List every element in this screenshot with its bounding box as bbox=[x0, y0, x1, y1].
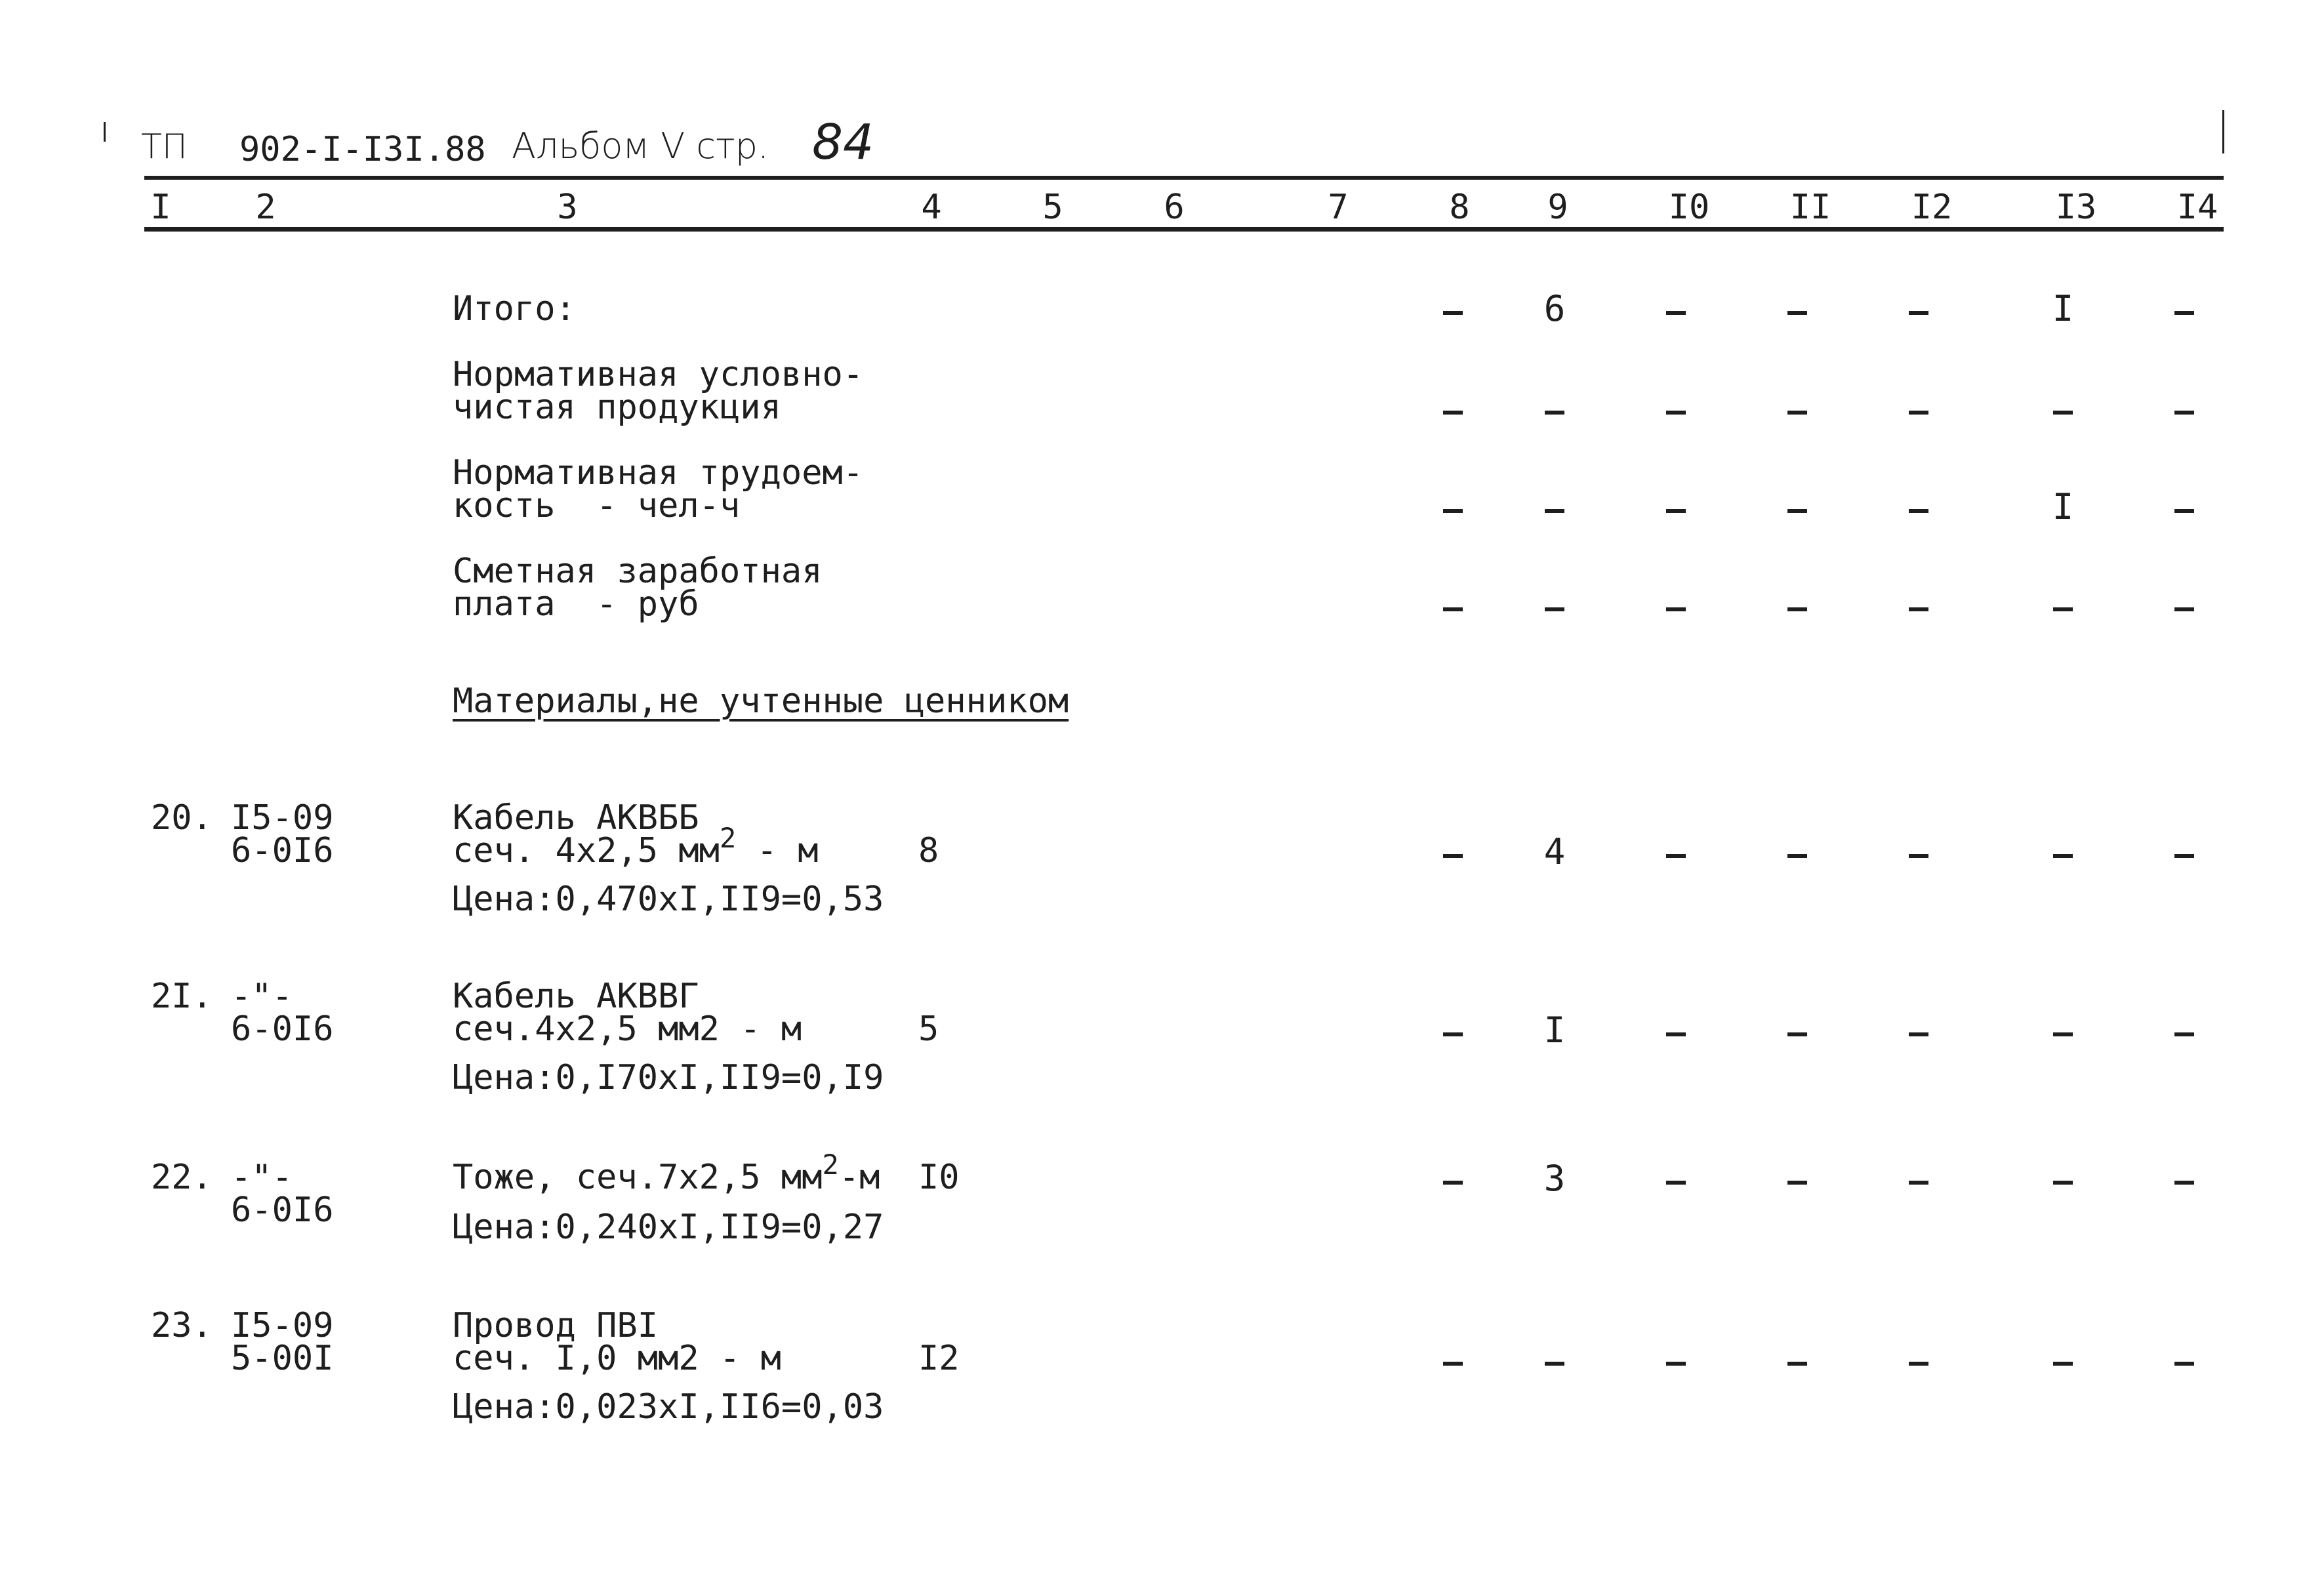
empty-value-dash bbox=[1443, 1362, 1463, 1366]
empty-value-dash bbox=[1909, 854, 1928, 858]
value-cell: 3 bbox=[1543, 1158, 1566, 1199]
empty-value-dash bbox=[1787, 1181, 1807, 1185]
summary-label-line: кость - чел-ч bbox=[453, 486, 741, 525]
empty-value-dash bbox=[1787, 311, 1807, 315]
item-section: сеч. 4x2,5 $мм^2$ - м bbox=[453, 822, 819, 870]
summary-label-line: Нормативная условно- bbox=[453, 355, 864, 394]
column-header: 5 bbox=[1042, 188, 1063, 227]
empty-value-dash bbox=[2174, 854, 2194, 858]
summary-total-label: Итого: bbox=[453, 289, 576, 329]
summary-label-line: чистая продукция bbox=[453, 388, 781, 427]
column-header: I4 bbox=[2176, 188, 2218, 227]
empty-value-dash bbox=[1909, 1032, 1928, 1036]
empty-value-dash bbox=[1909, 1181, 1928, 1185]
column-header: 7 bbox=[1328, 188, 1349, 227]
item-price: Цена:0,470xI,II9=0,53 bbox=[453, 880, 884, 919]
empty-value-dash bbox=[1787, 1362, 1807, 1366]
empty-value-dash bbox=[1443, 1032, 1463, 1036]
summary-label-line: Нормативная трудоем- bbox=[453, 453, 864, 493]
empty-value-dash bbox=[2174, 1362, 2194, 1366]
item-code: -"- bbox=[231, 1158, 293, 1197]
empty-value-dash bbox=[2174, 1181, 2194, 1185]
item-name: Провод ПВI bbox=[453, 1306, 659, 1345]
summary-label-line: Сметная заработная bbox=[453, 552, 823, 591]
empty-value-dash bbox=[1787, 1032, 1807, 1036]
summary-label-line: плата - руб bbox=[453, 584, 699, 624]
item-quantity: 8 bbox=[918, 831, 939, 870]
item-code: -"- bbox=[231, 977, 293, 1016]
empty-value-dash bbox=[1666, 509, 1686, 513]
empty-value-dash bbox=[1666, 1181, 1686, 1185]
value-cell: 4 bbox=[1543, 831, 1566, 872]
empty-value-dash bbox=[1545, 1362, 1564, 1366]
empty-value-dash bbox=[1787, 607, 1807, 611]
empty-value-dash bbox=[2053, 1181, 2073, 1185]
item-code: I5-09 bbox=[231, 798, 334, 838]
column-header: 8 bbox=[1449, 188, 1470, 227]
column-header: I0 bbox=[1668, 188, 1710, 227]
item-section: сеч.4x2,5 мм2 - м bbox=[453, 1009, 802, 1049]
empty-value-dash bbox=[1545, 509, 1564, 513]
item-name: Кабель АКВВГ bbox=[453, 977, 699, 1016]
empty-value-dash bbox=[1666, 854, 1686, 858]
empty-value-dash bbox=[2053, 607, 2073, 611]
column-header: I3 bbox=[2055, 188, 2097, 227]
empty-value-dash bbox=[1443, 607, 1463, 611]
empty-value-dash bbox=[1443, 1181, 1463, 1185]
item-code: 6-0I6 bbox=[231, 831, 334, 870]
item-number: 23. bbox=[151, 1306, 213, 1345]
page-number: 84 bbox=[812, 114, 874, 171]
empty-value-dash bbox=[1666, 1032, 1686, 1036]
item-code: 6-0I6 bbox=[231, 1009, 334, 1049]
item-price: Цена:0,I70xI,II9=0,I9 bbox=[453, 1058, 884, 1097]
item-number: 2I. bbox=[151, 977, 213, 1016]
column-header: 6 bbox=[1164, 188, 1185, 227]
empty-value-dash bbox=[1909, 607, 1928, 611]
column-header: 4 bbox=[921, 188, 942, 227]
item-number: 20. bbox=[151, 798, 213, 838]
doc-prefix: ТП bbox=[141, 127, 188, 167]
item-price: Цена:0,240xI,II9=0,27 bbox=[453, 1208, 884, 1247]
value-cell: 6 bbox=[1543, 288, 1566, 329]
album-label: Альбом V стр. bbox=[512, 125, 769, 167]
empty-value-dash bbox=[1909, 509, 1928, 513]
column-header: 2 bbox=[255, 188, 276, 227]
doc-code: 902-I-I3I.88 bbox=[239, 130, 486, 169]
column-header: I2 bbox=[1911, 188, 1953, 227]
empty-value-dash bbox=[2053, 854, 2073, 858]
item-code: 5-00I bbox=[231, 1339, 334, 1378]
item-quantity: 5 bbox=[918, 1009, 939, 1049]
column-header: 3 bbox=[557, 188, 578, 227]
item-quantity: I2 bbox=[918, 1339, 960, 1378]
empty-value-dash bbox=[1666, 311, 1686, 315]
empty-value-dash bbox=[1666, 411, 1686, 415]
empty-value-dash bbox=[1666, 607, 1686, 611]
column-header: 9 bbox=[1547, 188, 1568, 227]
empty-value-dash bbox=[1909, 411, 1928, 415]
corner-mark-left bbox=[104, 122, 106, 142]
column-header: I bbox=[150, 188, 171, 227]
empty-value-dash bbox=[2174, 411, 2194, 415]
empty-value-dash bbox=[1443, 854, 1463, 858]
item-name: Кабель АКВББ bbox=[453, 798, 699, 838]
item-number: 22. bbox=[151, 1158, 213, 1197]
empty-value-dash bbox=[2053, 1032, 2073, 1036]
item-quantity: I0 bbox=[918, 1158, 960, 1197]
empty-value-dash bbox=[1909, 311, 1928, 315]
corner-mark-right bbox=[2222, 110, 2224, 153]
empty-value-dash bbox=[1443, 411, 1463, 415]
empty-value-dash bbox=[2053, 1362, 2073, 1366]
item-name: Тоже, сеч.7x2,5 $мм^2-м$ bbox=[453, 1149, 880, 1197]
empty-value-dash bbox=[2174, 607, 2194, 611]
empty-value-dash bbox=[2174, 1032, 2194, 1036]
empty-value-dash bbox=[1787, 509, 1807, 513]
empty-value-dash bbox=[1787, 411, 1807, 415]
item-price: Цена:0,023xI,II6=0,03 bbox=[453, 1387, 884, 1427]
materials-heading: Материалы,не учтенные ценником bbox=[453, 682, 1069, 721]
empty-value-dash bbox=[1545, 411, 1564, 415]
empty-value-dash bbox=[1545, 607, 1564, 611]
value-cell: I bbox=[2052, 486, 2074, 527]
empty-value-dash bbox=[1443, 311, 1463, 315]
item-code: I5-09 bbox=[231, 1306, 334, 1345]
header-top-rule bbox=[144, 176, 2224, 180]
empty-value-dash bbox=[1909, 1362, 1928, 1366]
empty-value-dash bbox=[1443, 509, 1463, 513]
value-cell: I bbox=[1543, 1009, 1566, 1051]
empty-value-dash bbox=[1787, 854, 1807, 858]
empty-value-dash bbox=[2174, 509, 2194, 513]
empty-value-dash bbox=[2174, 311, 2194, 315]
item-code: 6-0I6 bbox=[231, 1191, 334, 1230]
value-cell: I bbox=[2052, 288, 2074, 329]
empty-value-dash bbox=[2053, 411, 2073, 415]
empty-value-dash bbox=[1666, 1362, 1686, 1366]
header-bottom-rule bbox=[144, 227, 2224, 232]
item-section: сеч. I,0 мм2 - м bbox=[453, 1339, 781, 1378]
column-header: II bbox=[1789, 188, 1831, 227]
